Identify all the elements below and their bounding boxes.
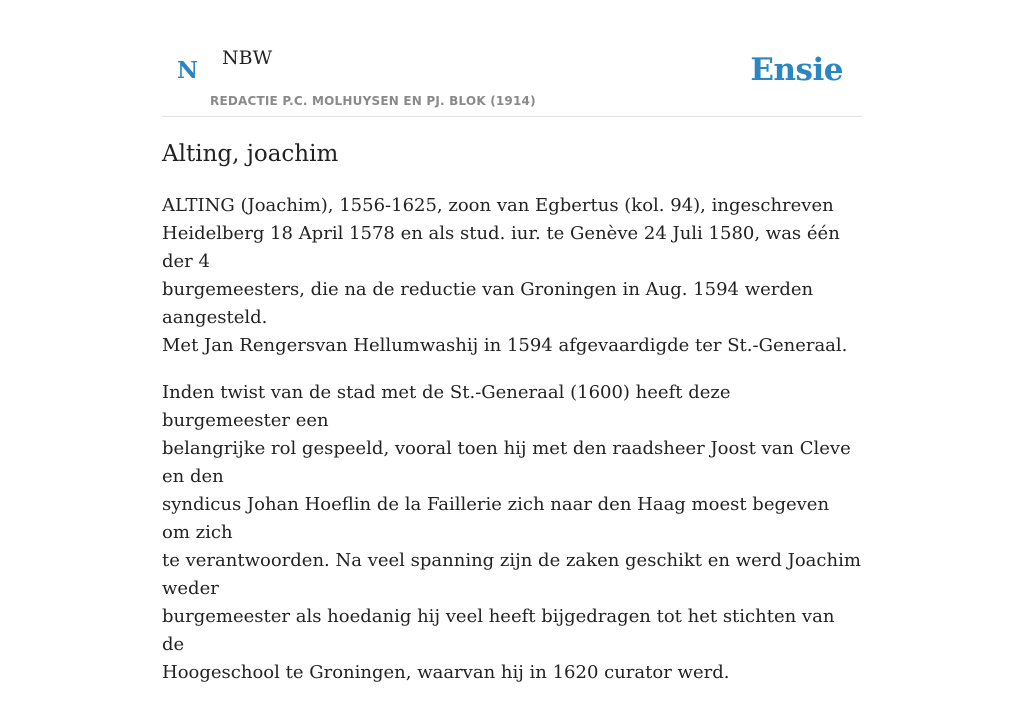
paragraph-line: burgemeesters, die na de reductie van Groningen in Aug. 1594 werden aangesteld. bbox=[162, 279, 814, 328]
paragraph-line: belangrijke rol gespeeld, vooral toen hij met den raadsheer Joost van Cleve en den bbox=[162, 438, 851, 487]
source-subtitle: REDACTIE P.C. MOLHUYSEN EN PJ. BLOK (1914) bbox=[210, 94, 536, 108]
article-paragraph bbox=[162, 379, 862, 687]
ensie-logo-link[interactable]: Ensie bbox=[750, 52, 843, 88]
paragraph-line: burgemeester als hoedanig hij veel heeft bijgedragen tot het stichten van de bbox=[162, 606, 835, 655]
paragraph-line: Met Jan Rengersvan Hellumwashij in 1594 afgevaardigde ter St.-Generaal. bbox=[162, 335, 848, 356]
paragraph-line: ALTING (Joachim), 1556-1625, zoon van Egbertus (kol. 94), ingeschreven bbox=[162, 195, 834, 216]
paragraph-line: Hoogeschool te Groningen, waarvan hij in 1620 curator werd. bbox=[162, 662, 730, 683]
source-logo[interactable]: N bbox=[177, 57, 199, 84]
page-title: Alting, joachim bbox=[162, 141, 339, 167]
article-paragraph bbox=[162, 192, 862, 360]
paragraph-line: Inden twist van de stad met de St.-Generaal (1600) heeft deze burgemeester een bbox=[162, 382, 731, 431]
site-header bbox=[162, 0, 862, 117]
paragraph-line: te verantwoorden. Na veel spanning zijn de zaken geschikt en werd Joachim weder bbox=[162, 550, 861, 599]
paragraph-line: Heidelberg 18 April 1578 en als stud. iur. te Genève 24 Juli 1580, was één der 4 bbox=[162, 223, 840, 272]
article-body bbox=[162, 192, 862, 706]
paragraph-line: syndicus Johan Hoeflin de la Faillerie zich naar den Haag moest begeven om zich bbox=[162, 494, 830, 543]
source-title[interactable]: NBW bbox=[222, 47, 273, 69]
